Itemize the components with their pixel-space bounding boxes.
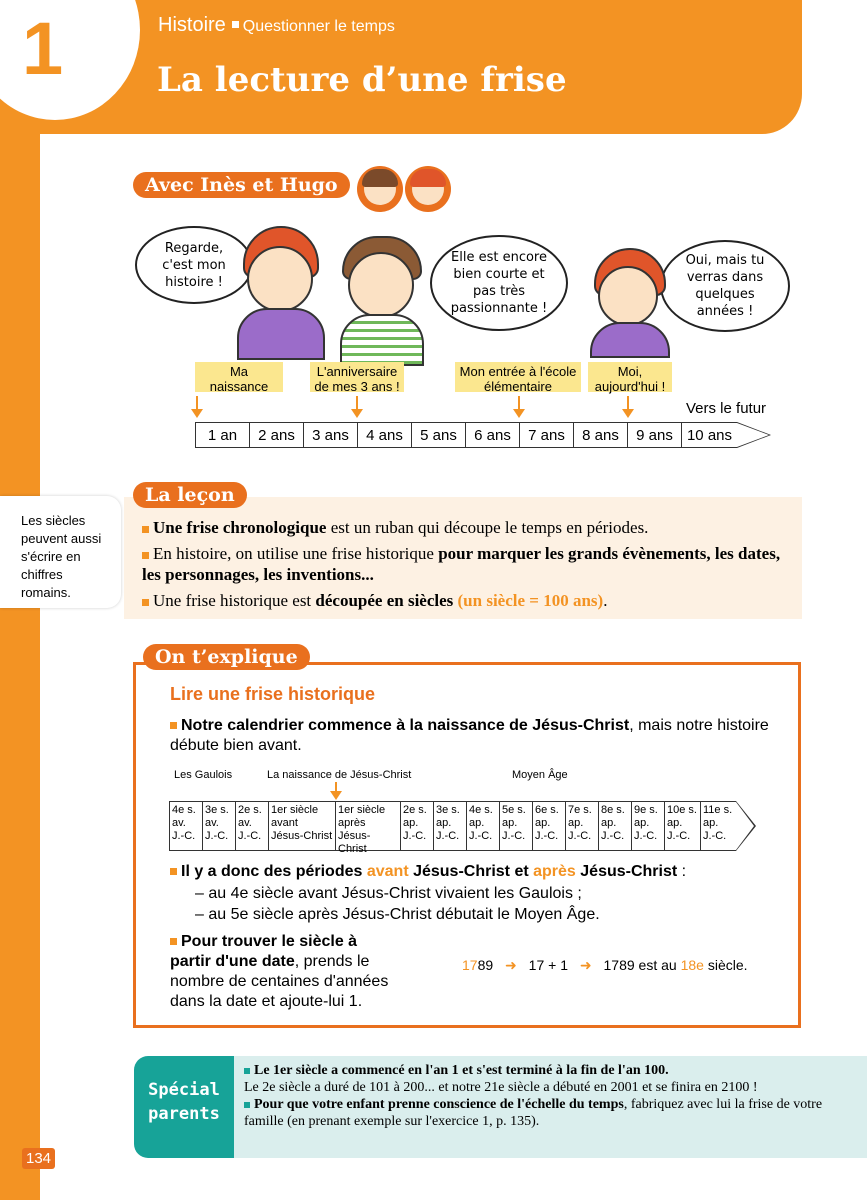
frise-cell: 1er siècle après Jésus-Christ <box>335 801 400 851</box>
timeline-cell: 8 ans <box>573 422 627 448</box>
label-gaulois: Les Gaulois <box>174 769 233 781</box>
section-label-explique: On t’explique <box>143 644 310 670</box>
header-banner <box>0 0 802 134</box>
section-label-lecon: La leçon <box>133 482 247 508</box>
page-number: 134 <box>22 1148 55 1169</box>
frise-cell: 11e s. ap. J.-C. <box>700 801 736 851</box>
arrow-down-icon <box>627 396 629 410</box>
frise-cell: 8e s. ap. J.-C. <box>598 801 631 851</box>
age-timeline <box>195 422 771 448</box>
frise-cell: 5e s. ap. J.-C. <box>499 801 532 851</box>
frise-cell: 2e s. av. J.-C. <box>235 801 268 851</box>
timeline-cell: 9 ans <box>627 422 681 448</box>
frise-cell: 9e s. ap. J.-C. <box>631 801 664 851</box>
arrow-down-icon <box>518 396 520 410</box>
explique-periods: Il y a donc des périodes avant Jésus-Christ et après Jésus-Christ : <box>170 862 790 882</box>
timeline-cell: 6 ans <box>465 422 519 448</box>
note-naissance: Ma naissance <box>195 362 283 392</box>
explique-intro: Notre calendrier commence à la naissance de Jésus-Christ, mais notre histoire débute bien avant. <box>170 717 769 754</box>
arrow-down-icon <box>196 396 198 410</box>
note-3-ans: L'anniversaire de mes 3 ans ! <box>310 362 404 392</box>
subtopic-label: Questionner le temps <box>242 18 395 35</box>
frise-cell: 7e s. ap. J.-C. <box>565 801 598 851</box>
side-note: Les siècles peuvent aussi s'écrire en chiffres romains. <box>0 496 121 608</box>
example-computation: 1789 ➜ 17 + 1 ➜ 1789 est au 18e siècle. <box>462 957 748 973</box>
frise-cell: 4e s. av. J.-C. <box>169 801 202 851</box>
explique-line-moyen-age: – au 5e siècle après Jésus-Christ débutait le Moyen Âge. <box>195 906 600 923</box>
note-ecole: Mon entrée à l'école élémentaire <box>455 362 581 392</box>
chapter-number: 1 <box>22 7 64 90</box>
frise-cell: 3e s. ap. J.-C. <box>433 801 466 851</box>
arrow-down-icon <box>335 782 337 792</box>
header-subject <box>158 14 395 37</box>
arrow-right-icon: ➜ <box>505 957 517 973</box>
label-naissance: La naissance de Jésus-Christ <box>267 769 412 781</box>
frise-cell: 3e s. av. J.-C. <box>202 801 235 851</box>
speech-bubble-hugo-2: Oui, mais tu verras dans quelques années ! <box>660 240 790 332</box>
note-aujourdhui: Moi, aujourd'hui ! <box>588 362 672 392</box>
frise-cell: 1er siècle avant Jésus-Christ <box>268 801 335 851</box>
hugo-avatar-icon <box>405 166 451 212</box>
timeline-cell: 1 an <box>195 422 249 448</box>
chapter-badge <box>0 0 140 120</box>
timeline-cell: 4 ans <box>357 422 411 448</box>
frise-cell: 2e s. ap. J.-C. <box>400 801 433 851</box>
future-label: Vers le futur <box>686 400 767 417</box>
lecon-box <box>124 497 802 619</box>
timeline-cell: 10 ans <box>681 422 737 448</box>
lecon-paragraph-1: Une frise chronologique est un ruban qui découpe le temps en périodes. <box>142 517 794 538</box>
explique-title: Lire une frise historique <box>170 684 376 704</box>
special-parents-box <box>134 1056 867 1158</box>
frise-cell: 6e s. ap. J.-C. <box>532 801 565 851</box>
ines-avatar-icon <box>357 166 403 212</box>
special-parents-body: Le 1er siècle a commencé en l'an 1 et s'est terminé à la fin de l'an 100. Le 2e siècle a duré de 101 à 200... et notre 21e siècle a débuté en 2001 et se finira en 2100 ! Pour que votre enfant prenne conscience de l'échelle du temps, fabriquez avec lui la frise de votre famille (en prenant exemple sur l'exercice 1, p. 135). <box>234 1056 867 1158</box>
historic-timeline <box>169 801 756 855</box>
frise-arrow-icon <box>736 801 756 851</box>
label-moyen-age: Moyen Âge <box>512 769 568 781</box>
frise-cell: 4e s. ap. J.-C. <box>466 801 499 851</box>
arrow-down-icon <box>356 396 358 410</box>
subject-label: Histoire <box>158 14 226 36</box>
page-title: La lecture d’une frise <box>157 60 567 100</box>
timeline-cell: 5 ans <box>411 422 465 448</box>
lecon-paragraph-2: En histoire, on utilise une frise historique pour marquer les grands évènements, les dates, les personnages, les inventions... <box>142 544 781 584</box>
frise-cell: 10e s. ap. J.-C. <box>664 801 700 851</box>
speech-bubble-ines: Elle est encore bien courte et pas très passionnante ! <box>430 235 568 331</box>
timeline-arrow-icon <box>737 422 771 448</box>
square-bullet-icon <box>232 21 239 28</box>
special-parents-tag: Spécial parents <box>134 1056 234 1158</box>
speech-bubble-hugo-1: Regarde, c'est mon histoire ! <box>135 226 253 304</box>
explique-rule: Pour trouver le siècle à partir d'une date, prends le nombre de centaines d'années dans la date et ajoute-lui 1. <box>170 933 389 1010</box>
explique-line-gaulois: – au 4e siècle avant Jésus-Christ vivaient les Gaulois ; <box>195 885 582 902</box>
section-label-ines-hugo: Avec Inès et Hugo <box>133 172 350 198</box>
timeline-cell: 7 ans <box>519 422 573 448</box>
lecon-paragraph-3: Une frise historique est découpée en siècles (un siècle = 100 ans). <box>142 590 794 611</box>
timeline-cell: 3 ans <box>303 422 357 448</box>
timeline-cell: 2 ans <box>249 422 303 448</box>
arrow-right-icon: ➜ <box>579 957 592 973</box>
